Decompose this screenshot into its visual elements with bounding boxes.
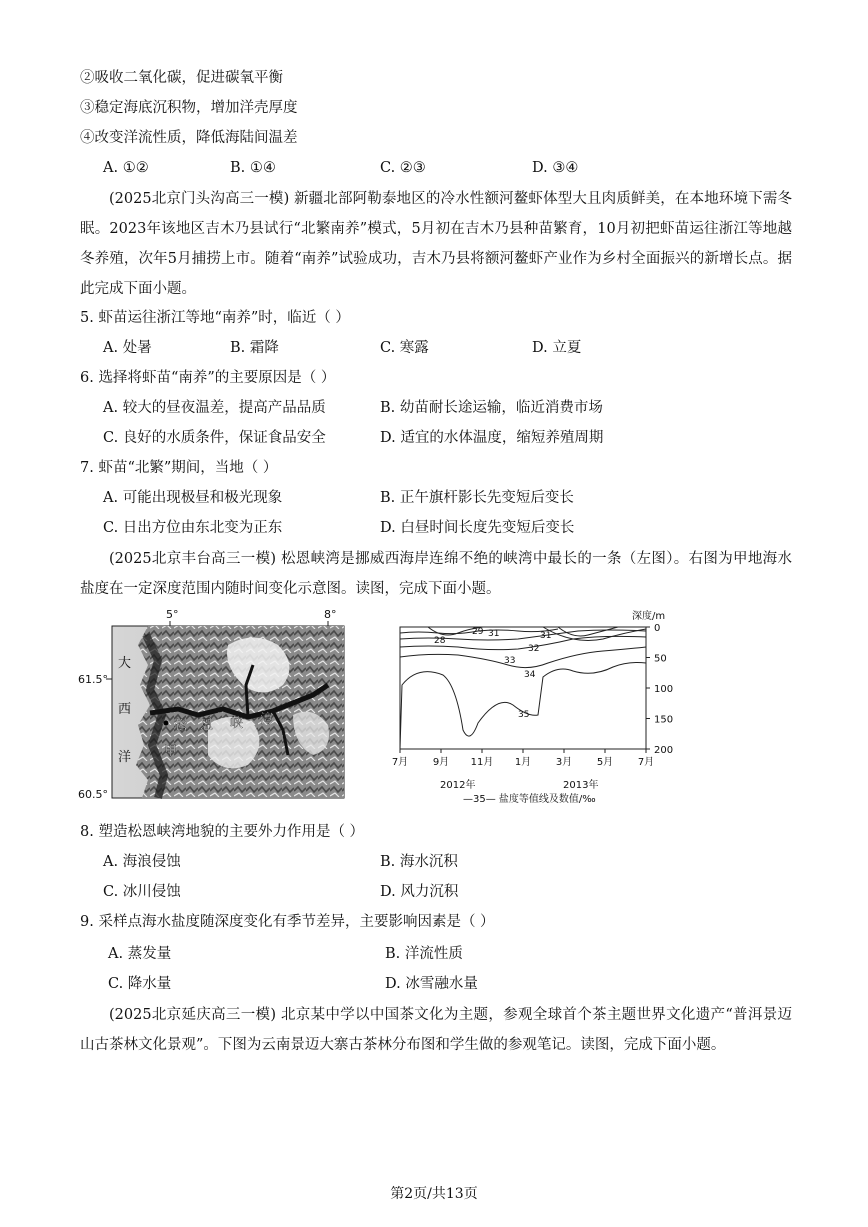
- fjord-label-4: 湾: [260, 712, 274, 727]
- contour-label-31-a: 31: [488, 629, 500, 639]
- contour-label-33: 33: [504, 656, 516, 666]
- year-label-2012: 2012年: [440, 780, 476, 791]
- lon-label-5: 5°: [166, 608, 179, 621]
- q8-option-a: A. 海浪侵蚀: [103, 854, 181, 870]
- fjord-label-2: 恩: [200, 718, 214, 733]
- q7-option-d: D. 白昼时间长度先变短后变长: [380, 520, 575, 536]
- q9-option-b: B. 洋流性质: [385, 946, 463, 962]
- q4-option-b: B. ①④: [230, 160, 276, 176]
- lon-label-8: 8°: [324, 608, 337, 621]
- statement-3: ③稳定海底沉积物，增加洋壳厚度: [80, 100, 298, 116]
- year-label-2013: 2013年: [563, 780, 599, 791]
- y-tick-label: 200: [654, 745, 674, 756]
- salinity-contour-chart: [388, 605, 688, 810]
- x-tick-label: 7月: [391, 757, 409, 768]
- q8-stem: 8. 塑造松恩峡湾地貌的主要外力作用是（ ）: [80, 824, 365, 840]
- point-jia-label: 甲: [164, 744, 178, 759]
- intro-paragraph-1: (2025北京门头沟高三一模) 新疆北部阿勒泰地区的冷水性额河鳌虾体型大且肉质鲜美，在本地环境下需冬眠。2023年该地区吉木乃县试行“北繁南养”模式，5月初在吉木乃县种苗繁育，10月初把虾苗运往浙江等地越冬养殖，次年5月捕捞上市。随着“南养”试验成功，吉木乃县将额河鳌虾产业作为乡村全面振兴的新增长点。据此完成下面小题。: [80, 191, 792, 297]
- q4-option-d: D. ③④: [532, 160, 579, 176]
- q4-option-c: C. ②③: [380, 160, 426, 176]
- statement-2: ②吸收二氧化碳，促进碳氧平衡: [80, 70, 283, 86]
- contour-label-32: 32: [528, 644, 540, 654]
- q7-option-c: C. 日出方位由东北变为正东: [103, 520, 283, 536]
- q5-option-d: D. 立夏: [532, 340, 582, 356]
- contour-label-34: 34: [524, 670, 536, 680]
- q6-option-b: B. 幼苗耐长途运输，临近消费市场: [380, 400, 603, 416]
- point-jia-marker: [164, 721, 169, 726]
- contour-28: [558, 627, 618, 636]
- contour-label-31-b: 31: [540, 631, 552, 641]
- statement-4: ④改变洋流性质，降低海陆间温差: [80, 130, 298, 146]
- q5-option-a: A. 处暑: [103, 340, 152, 356]
- lat-label-61-5: 61.5°: [78, 673, 108, 686]
- q9-option-a: A. 蒸发量: [108, 946, 172, 962]
- q6-stem: 6. 选择将虾苗“南养”的主要原因是（ ）: [80, 370, 336, 386]
- x-tick-label: 5月: [596, 757, 614, 768]
- q8-option-b: B. 海水沉积: [380, 854, 458, 870]
- sea-label-3: 洋: [118, 750, 132, 765]
- fjord-label-3: 峡: [230, 716, 244, 731]
- q8-option-c: C. 冰川侵蚀: [103, 884, 181, 900]
- q4-option-a: A. ①②: [103, 160, 149, 176]
- contour-label-35: 35: [518, 710, 530, 720]
- contour-35: [400, 663, 646, 750]
- q5-option-b: B. 霜降: [230, 340, 279, 356]
- q6-option-a: A. 较大的昼夜温差，提高产品品质: [103, 400, 326, 416]
- x-tick-label: 1月: [514, 757, 532, 768]
- intro-paragraph-3: (2025北京延庆高三一模) 北京某中学以中国茶文化为主题，参观全球首个茶主题世界文化遗产“普洱景迈山古茶林文化景观”。下图为云南景迈大寨古茶林分布图和学生做的参观笔记。读图，完成下面小题。: [80, 1007, 792, 1053]
- y-tick-label: 150: [654, 714, 674, 726]
- q8-option-d: D. 风力沉积: [380, 884, 459, 900]
- q9-option-d: D. 冰雪融水量: [385, 976, 478, 992]
- x-tick-label: 11月: [470, 757, 494, 768]
- chart-legend: —35— 盐度等值线及数值/‰: [463, 794, 596, 805]
- sognefjord-map: [78, 605, 368, 805]
- q9-option-c: C. 降水量: [108, 976, 172, 992]
- q9-stem: 9. 采样点海水盐度随深度变化有季节差异，主要影响因素是（ ）: [80, 914, 495, 930]
- fjord-label-1: 松: [174, 718, 188, 733]
- y-tick-label: 50: [654, 653, 667, 665]
- x-tick-label: 7月: [637, 757, 655, 768]
- q7-option-b: B. 正午旗杆影长先变短后变长: [380, 490, 574, 506]
- y-tick-label: 0: [654, 623, 661, 634]
- q6-option-d: D. 适宜的水体温度，缩短养殖周期: [380, 430, 604, 446]
- lat-label-60-5: 60.5°: [78, 788, 108, 801]
- x-tick-label: 3月: [555, 757, 573, 768]
- q6-option-c: C. 良好的水质条件，保证食品安全: [103, 430, 326, 446]
- page-number: 第2页/共13页: [390, 1186, 478, 1202]
- q7-stem: 7. 虾苗“北繁”期间，当地（ ）: [80, 460, 278, 476]
- q5-stem: 5. 虾苗运往浙江等地“南养”时，临近（ ）: [80, 310, 350, 326]
- x-tick-label: 9月: [432, 757, 450, 768]
- y-axis-label: 深度/m: [632, 611, 666, 622]
- contour-34: [400, 647, 646, 668]
- y-tick-label: 100: [654, 684, 674, 695]
- sea-label-2: 西: [118, 702, 132, 717]
- q5-option-c: C. 寒露: [380, 340, 429, 356]
- sea-label-1: 大: [118, 656, 132, 671]
- intro-paragraph-2: (2025北京丰台高三一模) 松恩峡湾是挪威西海岸连绵不绝的峡湾中最长的一条（左图）。右图为甲地海水盐度在一定深度范围内随时间变化示意图。读图，完成下面小题。: [80, 551, 792, 597]
- contour-label-28: 28: [434, 636, 446, 646]
- q7-option-a: A. 可能出现极昼和极光现象: [103, 490, 283, 506]
- contour-label-29: 29: [472, 627, 484, 637]
